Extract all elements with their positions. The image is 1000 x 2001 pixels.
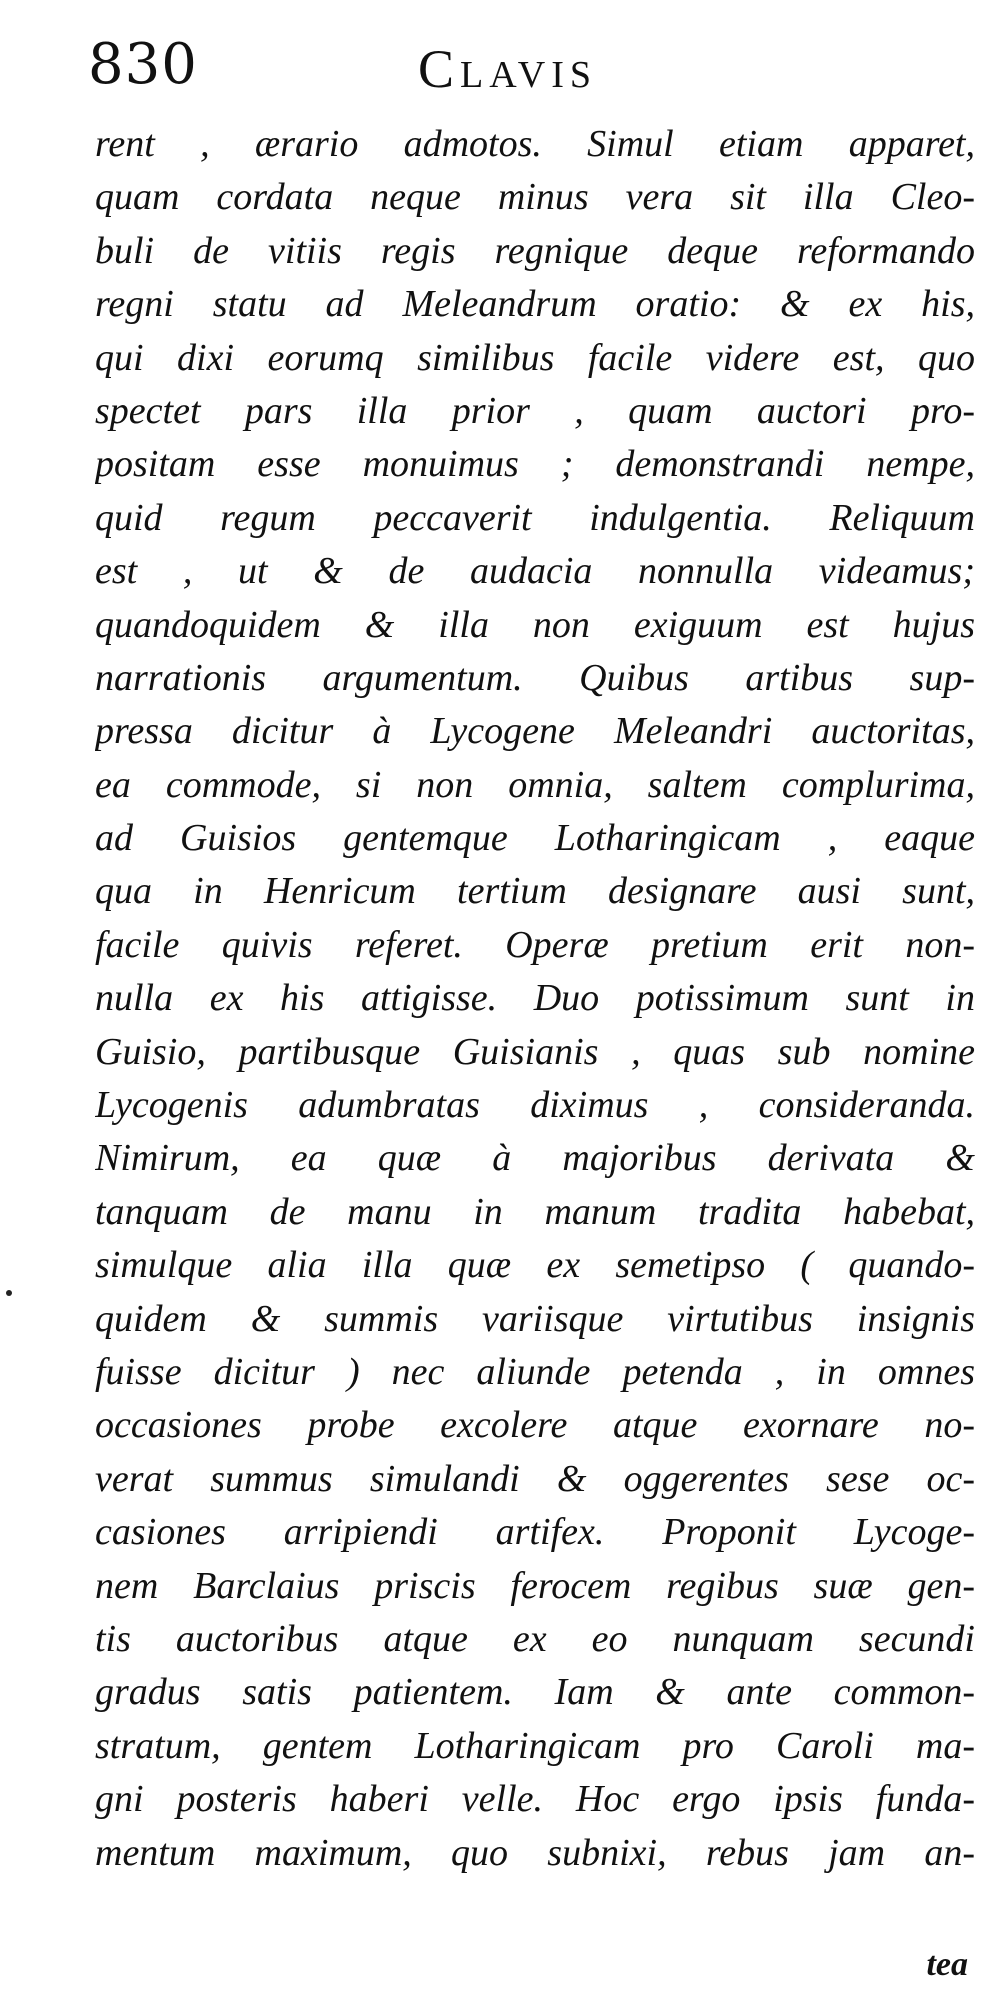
text-line: quidem & summis variisque virtutibus insignis [95,1297,975,1340]
text-line: fuisse dicitur ) nec aliunde petenda , in omnes [95,1350,975,1393]
text-line: est , ut & de audacia nonnulla videamus; [95,550,975,593]
text-line: positam esse monuimus ; demonstrandi nempe, [95,443,975,486]
text-line: mentum maximum, quo subnixi, rebus jam an- [95,1831,975,1874]
text-line: gni posteris haberi velle. Hoc ergo ipsis funda- [95,1778,975,1821]
page-number: 830 [88,32,198,97]
text-line: regni statu ad Meleandrum oratio: & ex his, [95,283,975,326]
text-line: pressa dicitur à Lycogene Meleandri auctoritas, [95,710,975,753]
text-line: tis auctoribus atque ex eo nunquam secundi [95,1617,975,1660]
text-line: quid regum peccaverit indulgentia. Reliquum [95,496,975,539]
text-line: gradus satis patientem. Iam & ante common- [95,1671,975,1714]
text-line: Guisio, partibusque Guisianis , quas sub nomine [95,1030,975,1073]
text-line: facile quivis referet. Operæ pretium erit non- [95,923,975,966]
text-line: rent , ærario admotos. Simul etiam apparet, [95,123,975,165]
text-line: stratum, gentem Lotharingicam pro Caroli ma- [95,1724,975,1767]
text-line: Nimirum, ea quæ à majoribus derivata & [95,1137,975,1180]
text-line: quam cordata neque minus vera sit illa Cleo- [95,176,975,219]
text-line: buli de vitiis regis regnique deque reformando [95,229,975,272]
text-line: nulla ex his attigisse. Duo potissimum sunt in [95,977,975,1020]
text-line: tanquam de manu in manum tradita habebat, [95,1190,975,1233]
body-text [95,118,975,1880]
margin-mark [6,1290,12,1296]
text-line: ad Guisios gentemque Lotharingicam , eaque [95,817,975,860]
text-line: nem Barclaius priscis ferocem regibus suæ gen- [95,1564,975,1607]
text-line: occasiones probe excolere atque exornare no- [95,1404,975,1447]
text-line: quandoquidem & illa non exiguum est hujus [95,603,975,646]
text-line: qui dixi eorumq similibus facile videre est, quo [95,336,975,379]
text-line: spectet pars illa prior , quam auctori pro- [95,389,975,432]
page-header [0,30,1000,110]
text-line: Lycogenis adumbratas diximus , consideranda. [95,1084,975,1127]
text-line: ea commode, si non omnia, saltem complurima, [95,763,975,806]
text-line: qua in Henricum tertium designare ausi sunt, [95,870,975,913]
catchword: tea [926,1946,968,1983]
text-line: simulque alia illa quæ ex semetipso ( quando- [95,1244,975,1287]
text-line: casiones arripiendi artifex. Proponit Lycoge- [95,1511,975,1554]
running-head: Clavis [418,39,598,99]
text-line: verat summus simulandi & oggerentes sese oc- [95,1457,975,1500]
text-line: narrationis argumentum. Quibus artibus sup- [95,656,975,699]
